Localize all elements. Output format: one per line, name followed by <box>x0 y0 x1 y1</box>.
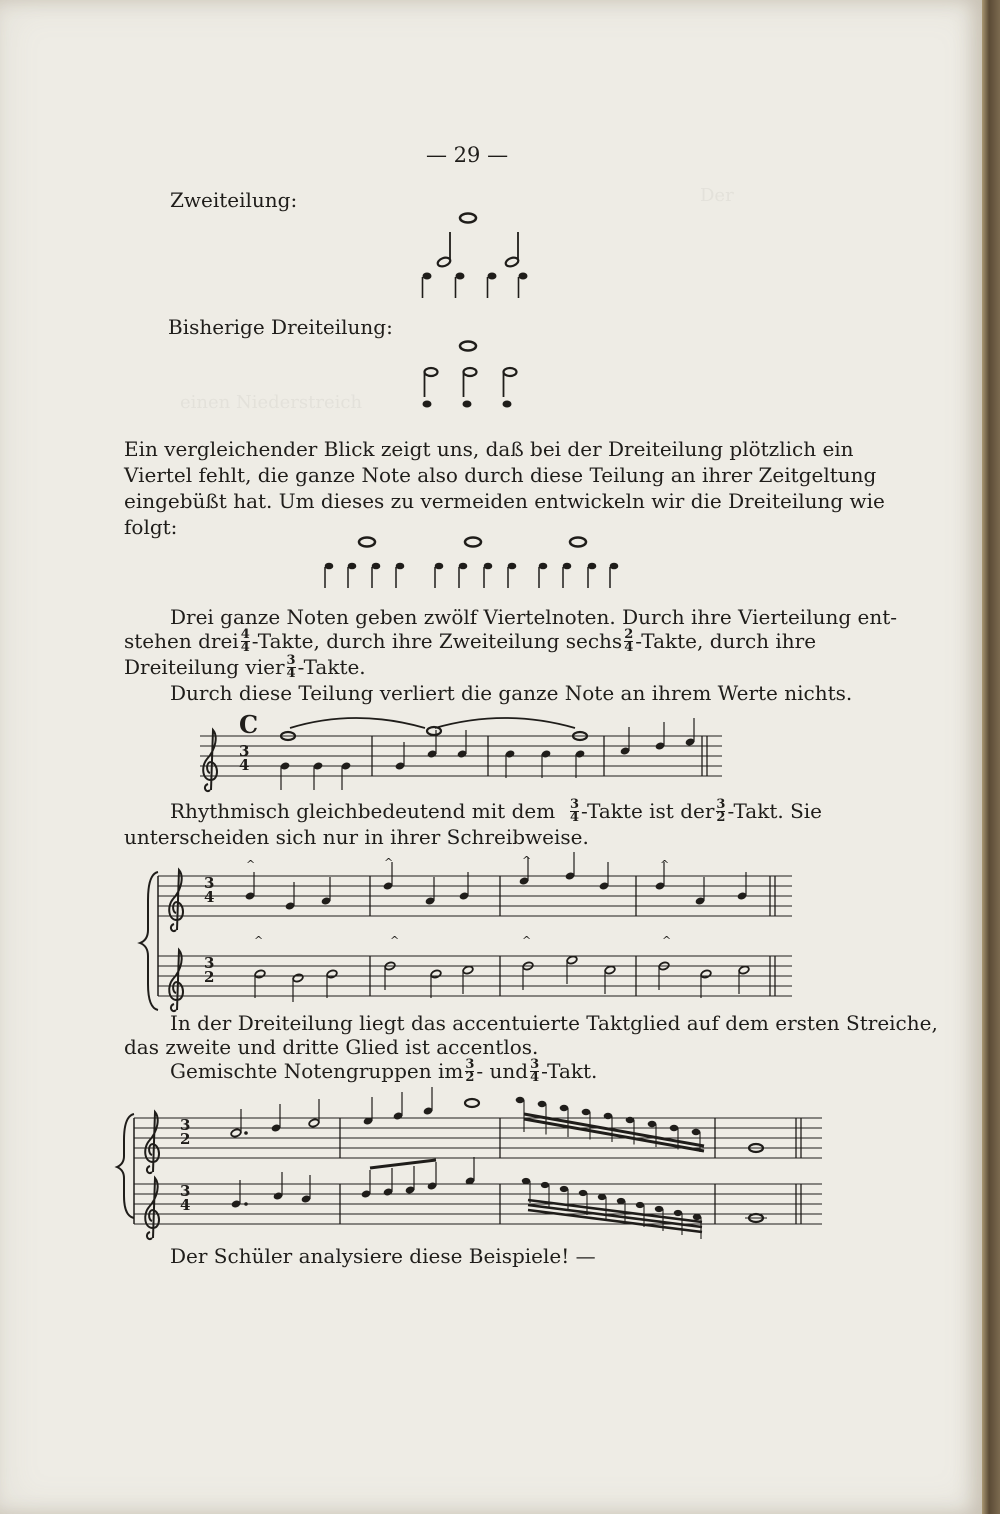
zweiteilung-label: Zweiteilung: <box>170 188 298 212</box>
sixteenth-note <box>648 1121 657 1127</box>
ts-numerator: 3 <box>180 1182 191 1200</box>
fraction-numerator: 2 <box>624 626 634 642</box>
fraction-denominator: 4 <box>569 809 580 825</box>
text-fragment: stehen drei <box>124 629 239 653</box>
text-fragment: Dreiteilung vier <box>124 655 285 679</box>
accent-mark: ^ <box>384 856 394 869</box>
thirtysecond-note <box>541 1182 549 1188</box>
ts-numerator: 3 <box>204 874 215 892</box>
accent-mark: ^ <box>522 854 532 867</box>
paragraph-line: unterscheiden sich nur in ihrer Schreibweise. <box>124 825 589 849</box>
paragraph-line: Durch diese Teilung verliert die ganze Note an ihrem Werte nichts. <box>170 681 853 705</box>
fraction-denominator: 2 <box>465 1069 475 1085</box>
text-fragment: Rhythmisch gleichbedeutend mit dem <box>170 799 556 823</box>
half-note <box>308 1118 320 1128</box>
dot <box>244 1131 248 1135</box>
ts-numerator: 3 <box>239 742 250 760</box>
paragraph-line: folgt: <box>124 515 178 539</box>
thirtysecond-note <box>636 1202 644 1208</box>
whole-note <box>465 1099 479 1107</box>
thirtysecond-note <box>598 1194 606 1200</box>
text-fragment: -Takte, durch ihre <box>635 629 817 653</box>
accent-mark: ^ <box>522 934 532 947</box>
sixteenth-note <box>670 1125 679 1131</box>
thirtysecond-note <box>560 1186 568 1192</box>
ts-denominator: 2 <box>204 968 215 986</box>
closing-line: Der Schüler analysiere diese Beispiele! — <box>170 1244 596 1268</box>
paragraph-line: Drei ganze Noten geben zwölf Viertelnoten. Durch ihre Vierteilung ent- <box>170 605 898 629</box>
beam <box>370 1160 436 1168</box>
paragraph-line: eingebüßt hat. Um dieses zu vermeiden entwickeln wir die Dreiteilung wie <box>124 489 885 513</box>
paragraph-line: Viertel fehlt, die ganze Note also durch diese Teilung an ihrer Zeitgeltung <box>124 463 877 487</box>
sixteenth-note <box>516 1097 525 1103</box>
accent-mark: ^ <box>660 858 670 871</box>
half-note <box>230 1128 242 1138</box>
text-fragment: -Takt. <box>541 1059 598 1083</box>
text-fragment: -Takt. Sie <box>727 799 822 823</box>
ts-numerator: 3 <box>204 954 215 972</box>
fraction-denominator: 2 <box>716 809 726 825</box>
fraction-denominator: 4 <box>530 1069 540 1085</box>
accent-mark: ^ <box>662 934 672 947</box>
fraction-numerator: 3 <box>530 1056 540 1072</box>
text-fragment: -Takte. <box>297 655 366 679</box>
text-fragment: Gemischte Notengruppen im <box>170 1059 464 1083</box>
ts-denominator: 4 <box>239 756 250 774</box>
text-fragment: - und <box>476 1059 529 1083</box>
dot <box>244 1202 248 1206</box>
accent-mark: ^ <box>246 858 256 871</box>
fraction-numerator: 3 <box>286 652 296 668</box>
fraction-numerator: 3 <box>716 796 726 812</box>
sixteenth-note <box>692 1129 701 1135</box>
paragraph-line: In der Dreiteilung liegt das accentuierte Taktglied auf dem ersten Streiche, <box>170 1011 938 1035</box>
paragraph-line: das zweite und dritte Glied ist accentlos. <box>124 1035 539 1059</box>
ts-denominator: 4 <box>204 888 215 906</box>
thirtysecond-note <box>693 1214 701 1220</box>
thirtysecond-note <box>579 1190 587 1196</box>
time-signature-3-2 <box>180 1118 190 1146</box>
sixteenth-note <box>538 1101 547 1107</box>
fraction-denominator: 4 <box>240 639 250 655</box>
thirtysecond-note <box>617 1198 625 1204</box>
fraction-numerator: 3 <box>465 1056 475 1072</box>
bleed-through-text: Der <box>700 185 734 206</box>
accent-mark: ^ <box>254 934 264 947</box>
sixteenth-note <box>582 1109 591 1115</box>
dreiteilung-label: Bisherige Dreiteilung: <box>168 315 393 339</box>
thirtysecond-note <box>522 1178 530 1184</box>
common-time-symbol: C <box>239 710 259 739</box>
ts-numerator: 3 <box>180 1116 191 1134</box>
sixteenth-note <box>604 1113 613 1119</box>
bleed-through-text: einen Niederstreich <box>180 392 363 413</box>
sixteenth-note <box>560 1105 569 1111</box>
ts-denominator: 2 <box>180 1130 191 1148</box>
page-number: — 29 — <box>426 143 509 167</box>
paragraph-line: Ein vergleichender Blick zeigt uns, daß bei der Dreiteilung plötzlich ein <box>124 437 854 461</box>
fraction-numerator: 3 <box>569 796 580 812</box>
treble-clef <box>145 1112 159 1173</box>
beam <box>524 1119 704 1151</box>
sixteenth-note <box>626 1117 635 1123</box>
accent-mark: ^ <box>390 934 400 947</box>
treble-clef <box>145 1178 159 1239</box>
text-fragment: -Takte ist der <box>581 799 715 823</box>
time-signature-3-4 <box>180 1184 190 1212</box>
thirtysecond-note <box>655 1206 663 1212</box>
thirtysecond-note <box>674 1210 682 1216</box>
brace <box>117 1114 134 1218</box>
book-binding-edge <box>982 0 1000 1514</box>
fraction-denominator: 4 <box>624 639 634 655</box>
ts-denominator: 4 <box>180 1196 191 1214</box>
fraction-denominator: 4 <box>286 665 296 681</box>
fraction-numerator: 4 <box>240 626 250 642</box>
text-fragment: -Takte, durch ihre Zweiteilung sechs <box>251 629 623 653</box>
